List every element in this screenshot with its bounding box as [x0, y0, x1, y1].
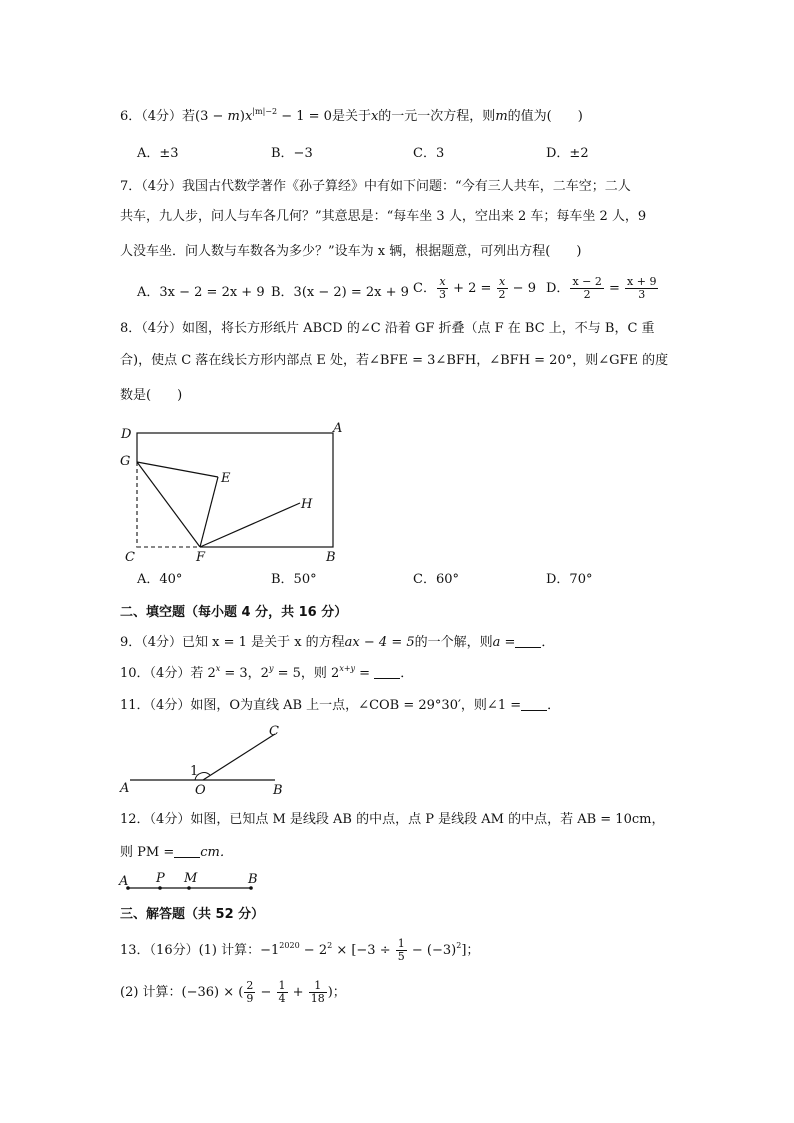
- q7-line-1: 7．（4分）我国古代数学著作《孙子算经》中有如下问题：“今有三人共车，二车空；二人: [120, 179, 631, 194]
- q12-figure: [115, 866, 275, 898]
- q8-option-d[interactable]: D．70°: [546, 572, 593, 587]
- label-h: H: [301, 497, 313, 512]
- question-11: 11．（4分）如图，O为直线 AB 上一点，∠COB = 29°30′，则∠1 = ．: [120, 698, 561, 713]
- segment-ef: [200, 477, 218, 547]
- q6-option-b[interactable]: B．−3: [271, 146, 313, 161]
- section-2-heading: 二、填空题（每小题 4 分，共 16 分）: [120, 605, 348, 620]
- rectangle-abcd: [137, 433, 333, 547]
- q7-option-c[interactable]: C． $\frac{x}{3}$ + 2 = $\frac{x}{2}$ − 9: [413, 275, 536, 301]
- ray-oc: [203, 734, 275, 780]
- q8-option-b[interactable]: B．50°: [271, 572, 317, 587]
- label-c: C: [125, 550, 135, 565]
- label-e: E: [221, 471, 231, 486]
- q13-part-2: (2) 计算：(−36) × ( $\frac{2}{9}$ − $\frac{1}{4}$ + $\frac{1}{18}$ )；: [120, 979, 346, 1005]
- fraction: $\frac{1}{5}$: [397, 937, 405, 963]
- q6-option-d[interactable]: D．±2: [546, 146, 589, 161]
- q13-part-1: 13．（16分）(1) 计算：$-1^{2020} - 2^2 \times [-3$ ÷ $\frac{1}{5}$ − $(-3)^2$]；: [120, 937, 480, 963]
- q8-line-3: 数是( ): [120, 388, 183, 403]
- q7-option-a[interactable]: A．3x − 2 = 2x + 9: [137, 285, 265, 300]
- answer-blank[interactable]: [374, 666, 400, 679]
- answer-blank[interactable]: [174, 845, 200, 858]
- point-m: [187, 886, 191, 890]
- label-c: C: [269, 724, 279, 739]
- q8-line-1: 8．（4分）如图，将长方形纸片 ABCD 的∠C 沿着 GF 折叠（点 F 在 BC 上，不与 B，C 重: [120, 321, 655, 336]
- label-d: D: [121, 427, 132, 442]
- answer-blank[interactable]: [515, 635, 541, 648]
- fraction: $\frac{1}{4}$: [278, 979, 286, 1005]
- fraction: $\frac{x}{2}$: [498, 275, 506, 301]
- q8-line-2: 合)，使点 C 落在线长方形内部点 E 处，若∠BFE = 3∠BFH，∠BFH = 20°，则∠GFE 的度: [120, 353, 669, 368]
- label-f: F: [196, 550, 206, 565]
- q8-option-a[interactable]: A．40°: [137, 572, 183, 587]
- q12-line-1: 12．（4分）如图，已知点 M 是线段 AB 的中点，点 P 是线段 AM 的中点，若 AB = 10cm，: [120, 812, 665, 827]
- segment-fh: [200, 503, 300, 547]
- q8-figure: [110, 418, 360, 568]
- label-a: A: [119, 874, 129, 889]
- q7-option-d[interactable]: D． $\frac{x - 2}{2}$ = $\frac{x + 9}{3}$: [546, 275, 657, 301]
- q11-figure: [115, 722, 295, 797]
- answer-blank[interactable]: [521, 698, 547, 711]
- q7-option-b[interactable]: B．3(x − 2) = 2x + 9: [271, 285, 409, 300]
- section-3-heading: 三、解答题（共 52 分）: [120, 907, 265, 922]
- label-a: A: [120, 781, 130, 796]
- label-a: A: [333, 421, 343, 436]
- label-b: B: [326, 550, 336, 565]
- q8-option-c[interactable]: C．60°: [413, 572, 459, 587]
- fraction: $\frac{x}{3}$: [438, 275, 446, 301]
- question-10: 10．（4分）若 $2^x = 3$，$2^y = 5$，则 $2^{x+y}$ = ．: [120, 664, 414, 681]
- question-6: 6．（4分）若$(3 - m)x^{|m|-2} - 1 = 0$是关于x的一元一次方程，则m的值为( ): [120, 107, 583, 124]
- label-p: P: [156, 871, 165, 886]
- label-b: B: [248, 872, 258, 887]
- q6-option-c[interactable]: C．3: [413, 146, 445, 161]
- point-p: [158, 886, 162, 890]
- question-9: 9．（4分）已知 x = 1 是关于 x 的方程ax − 4 = 5的一个解，则a = ．: [120, 635, 555, 650]
- q12-line-2: 则 PM = cm．: [120, 845, 233, 860]
- fraction: $\frac{2}{9}$: [246, 979, 254, 1005]
- label-b: B: [273, 783, 283, 797]
- fraction: $\frac{1}{18}$: [310, 979, 325, 1005]
- fraction: $\frac{x + 9}{3}$: [627, 275, 657, 301]
- q7-line-3: 人没车坐．问人数与车数各为多少？”设车为 x 辆，根据题意，可列出方程( ): [120, 244, 582, 259]
- fraction: $\frac{x - 2}{2}$: [572, 275, 602, 301]
- q6-option-a[interactable]: A．±3: [137, 146, 179, 161]
- q7-line-2: 共车，九人步，问人与车各几何？”其意思是：“每车坐 3 人，空出来 2 车；每车坐 2 人，9: [120, 209, 647, 224]
- label-o: O: [195, 783, 206, 797]
- fold-line-gf: [137, 462, 200, 547]
- label-angle-1: 1: [190, 764, 199, 779]
- label-g: G: [120, 454, 131, 469]
- segment-ge: [137, 462, 218, 477]
- label-m: M: [184, 871, 198, 886]
